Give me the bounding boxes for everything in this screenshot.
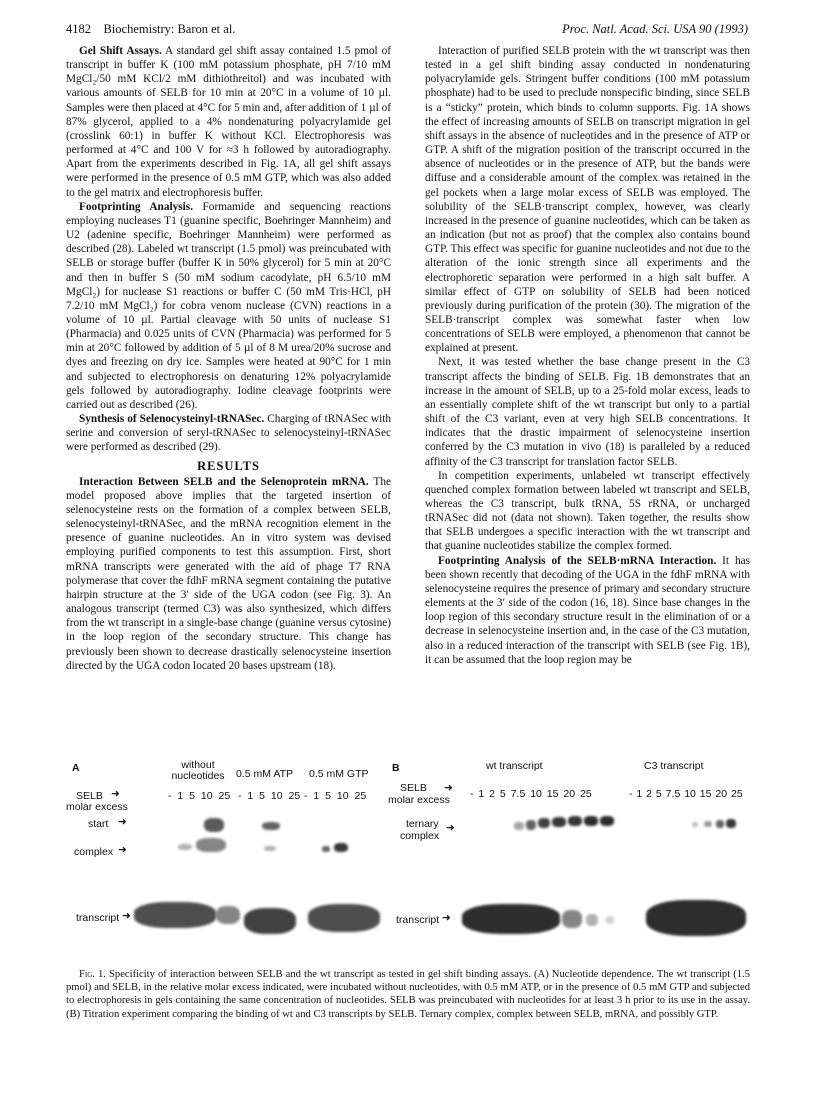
gel-band (646, 900, 746, 936)
gel-band (538, 818, 550, 828)
paragraph-c3-binding: Next, it was tested whether the base change present in the C3 transcript affects the binding of SELB. Fig. 1B demonstrates that an increase in the amount of SELB, up to a 25-fold molar excess, leads to an essentially complete shift of the wt transcript but only to a partial shift of the C3 variant, even at very high SELB concentrations. It indicates that the drastic impairment of selenocysteine insertion conferred by the C3 mutation in vivo (18) is paralleled by a reduced affinity of the C3 transcript for translation factor SELB. (425, 356, 750, 468)
gel-band (308, 904, 380, 932)
paragraph-gel-shift (66, 44, 391, 200)
arrow-icon: ➜ (111, 788, 120, 800)
gel-band (134, 902, 216, 928)
run-in-heading: Footprinting Analysis of the SELB·mRNA Interaction. (438, 554, 717, 567)
lane-labels-a1: - 1 5 10 25 (168, 790, 231, 802)
gel-band (196, 838, 226, 852)
gel-band (552, 817, 566, 827)
gel-band (322, 846, 330, 852)
gel-band (606, 916, 614, 924)
paragraph-text: The model proposed above implies that the targeted insertion of selenocysteine rests on the formation of a complex between SELB, selenocysteinyl-tRNASec, and the mRNA recognition element in the presence of guanine nucleotides. An in vitro system was devised employing purified components to test this assumption. First, short mRNA transcripts were generated with the aid of phage T7 RNA polymerase that cover the fdhF mRNA segment containing the putative hairpin structure at the 3′ side of the UGA codon (see Fig. 3). An analogous transcript (termed C3) was also synthesized, which differs from the wt transcript in a single-base change (guanine versus cytosine) in the loop region of the secondary structure. This change has previously been shown to decrease drastically selenocysteine insertion directed by the UGA codon located 20 bases upstream (18). (66, 475, 391, 672)
arrow-icon: ➜ (442, 912, 451, 924)
page-number-and-journal (66, 22, 235, 37)
panel-b-label: B (392, 762, 400, 774)
paragraph-footprinting-analysis (425, 554, 750, 667)
arrow-icon: ➜ (446, 822, 455, 834)
selb-label-a: SELB (76, 790, 103, 802)
group-label-wt: wt transcript (486, 760, 543, 772)
caption-label: Fig. 1. (79, 969, 106, 980)
run-in-heading: Footprinting Analysis. (79, 200, 194, 213)
gel-band (704, 821, 712, 827)
paragraph-competition: In competition experiments, unlabeled wt transcript effectively quenched complex formation between labeled wt transcript and SELB, whereas the C3 transcript, bulk tRNA, 5S rRNA, or uncharged tRNASec did not (data not shown). Taken together, the results show that SELB undergoes a specific interaction with the wt transcript and that guanine nucleotides stabilize the complex formed. (425, 469, 750, 553)
gel-band (562, 910, 582, 928)
lane-labels-a2: - 1 5 10 25 (238, 790, 301, 802)
paragraph-footprinting (66, 200, 391, 412)
paragraph-text: It has been shown recently that decoding of the UGA in the fdhF mRNA with selenocysteine requires the presence of primary and secondary structure elements at the 3′ side of the codon (16, 18). Since base changes in the loop region of this secondary structure result in the elimination of or a decrease in selenocysteine insertion and, in the case of the C3 mutation, also in a reduced interaction of the transcript with SELB (see Fig. 1B), it can be assumed that the loop region may be (425, 554, 751, 666)
gel-band (726, 819, 736, 828)
lane-labels-b1: - 1 2 5 7.5 10 15 20 25 (470, 788, 592, 800)
gel-band (568, 816, 582, 826)
start-label: start (88, 818, 109, 830)
left-column (66, 44, 391, 673)
gel-band (716, 820, 724, 828)
gel-band (334, 843, 348, 852)
gel-image-a (146, 800, 376, 950)
gel-band (526, 820, 536, 830)
caption-text (66, 968, 750, 1021)
gel-band (216, 906, 240, 924)
gel-band (178, 844, 192, 850)
gel-band (600, 816, 614, 826)
complex-label: complex (74, 846, 114, 858)
gel-band (244, 908, 296, 934)
group-label-atp: 0.5 mM ATP (236, 768, 293, 780)
lane-labels-a3: - 1 5 10 25 (304, 790, 367, 802)
gel-image-b (462, 800, 748, 950)
paragraph-gel-shift-results: Interaction of purified SELB protein with the wt transcript was then tested in a gel shift binding assay conducted in nondenaturing polyacrylamide gels. Stringent buffer conditions (100 mM potassium phosphate) had to be used to preclude nonspecific binding, since SELB is a “sticky” protein, which binds to column supports. Fig. 1A shows the effect of increasing amounts of SELB on transcript migration in gel shift assays in the absence of nucleotides and in the presence of ATP or GTP. A shift of the migration position of the transcript occurred in the absence of nucleotides or in the presence of ATP, but the bands were diffuse and a considerable amount of the complex was retained in the gel pockets when a large molar excess of SELB was employed. The solubility of the SELB·transcript complex, however, was clearly increased in the presence of guanine nucleotides, which can be taken as an indication (but not as proof) that the complex also contains bound GTP. This effect was specific for guanine nucleotides and not due to the alteration of the ionic strength since all experiments and the electrophoretic separation were performed in a high salt buffer. A similar effect of GTP on solubility of SELB had been noticed previously during purification of the protein (30). The migration of the SELB·transcript complex was somewhat faster when low concentrations of SELB were employed, a phenomenon that cannot be explained at present. (425, 45, 750, 355)
arrow-icon: ➜ (118, 816, 127, 828)
arrow-icon: ➜ (118, 844, 127, 856)
gel-band (262, 822, 280, 830)
run-in-heading: Gel Shift Assays. (79, 45, 162, 57)
journal-citation: Proc. Natl. Acad. Sci. USA 90 (1993) (562, 22, 748, 36)
lane-labels-b2: - 1 2 5 7.5 10 15 20 25 (629, 788, 743, 800)
figure-caption (66, 968, 750, 1021)
section-heading-results: RESULTS (197, 458, 260, 473)
gel-band (584, 816, 598, 826)
paragraph-synthesis (66, 412, 391, 454)
gel-band (692, 822, 698, 827)
arrow-icon: ➜ (444, 782, 453, 794)
gel-band (264, 846, 276, 851)
molar-excess-label-a: molar excess (66, 801, 128, 813)
group-label-gtp: 0.5 mM GTP (309, 768, 369, 780)
group-label-c3: C3 transcript (644, 760, 704, 772)
gel-band (462, 904, 560, 934)
ternary-label: ternary (406, 818, 439, 830)
arrow-icon: ➜ (122, 910, 131, 922)
page-number: 4182 (66, 22, 91, 36)
running-title: Biochemistry: Baron et al. (103, 22, 236, 36)
molar-excess-label-b: molar excess (388, 794, 450, 806)
figure-1 (66, 760, 750, 960)
selb-label-b: SELB (400, 782, 427, 794)
transcript-label-a: transcript (76, 912, 120, 924)
paragraph-text: A standard gel shift assay contained 1.5 pmol of transcript in buffer K (100 mM potassium phosphate, pH 7/10 mM MgCl₂/50 mM KCl/2 mM dithiothreitol) and was incubated with various amounts of SELB for 10 min at 20°C in a volume of 10 µl. Samples were then placed at 4°C for 5 min and, after addition of 1 µl of 87% glycerol, applied to a 4% nondenaturing polyacrylamide gel (crosslink 60:1) in buffer K without KCl. Electrophoresis was performed at 4°C and 100 V for ≈3 h followed by autoradiography. Apart from the experiments described in Fig. 1A, all gel shift assays were performed in the presence of 0.5 mM GTP, which was also added to the gel matrix and electrophoresis buffer. (66, 45, 391, 199)
paragraph-text: Formamide and sequencing reactions employing nucleases T1 (guanine specific, Boehringer Mannheim) and U2 (adenine specific, Boehringer Mannheim) were performed as described (28). Labeled wt transcript (1.5 pmol) was preincubated with SELB or storage buffer (buffer K in 50% glycerol) for 5 min at 20°C and then in buffer S (50 mM sodium cacodylate, pH 6.5/10 mM MgCl₂) for nuclease S1 reactions or buffer C (50 mM Tris·HCl, pH 7.2/10 mM MgCl₂) for cobra venom nuclease (CVN) reactions in a volume of 10 µl. Partial cleavage with 50 units of nuclease S1 (Pharmacia) and 0.025 units of CVN (Pharmacia) was performed for 5 min at 20°C followed by addition of 5 µl of 8 M urea/20% sucrose and dyes and freezing on dry ice. Samples were heated at 90°C for 1 min and subjected to electrophoresis on denaturing 12% polyacrylamide gels followed by autoradiography. Iodine cleavage footprints were carried out as described (26). (66, 200, 391, 411)
gel-band (204, 818, 224, 832)
panel-a-label: A (72, 762, 80, 774)
ternary-complex-label: complex (400, 830, 440, 842)
group-label-without-nucleotides: without nucleotides (171, 759, 225, 782)
run-in-heading: Synthesis of Selenocysteinyl-tRNASec. (79, 413, 265, 426)
run-in-heading: Interaction Between SELB and the Selenoprotein mRNA. (79, 475, 369, 488)
paragraph-interaction (66, 475, 391, 673)
gel-band (586, 914, 598, 926)
right-column (425, 44, 750, 667)
caption-body: Specificity of interaction between SELB and the wt transcript as tested in gel shift binding assays. (A) Nucleotide dependence. The wt transcript (1.5 pmol) and SELB, in the relative molar excess indicated, were incubated without nucleotides, with 0.5 mM ATP, or in the presence of 0.5 mM GTP and subjected to electrophoresis in gels containing the same concentration of nucleotides. SELB was preincubated with nucleotides for at least 3 h prior to its use in the assay. (B) Titration experiment comparing the binding of wt and C3 transcripts by SELB. Ternary complex, complex between SELB, mRNA, and possibly GTP. (66, 969, 750, 1020)
gel-band (514, 822, 524, 830)
transcript-label-b: transcript (396, 914, 440, 926)
paragraph-text: Charging of tRNASec with serine and conversion of seryl-tRNASec to selenocysteinyl-tRNASec were performed as described (29). (66, 413, 391, 454)
